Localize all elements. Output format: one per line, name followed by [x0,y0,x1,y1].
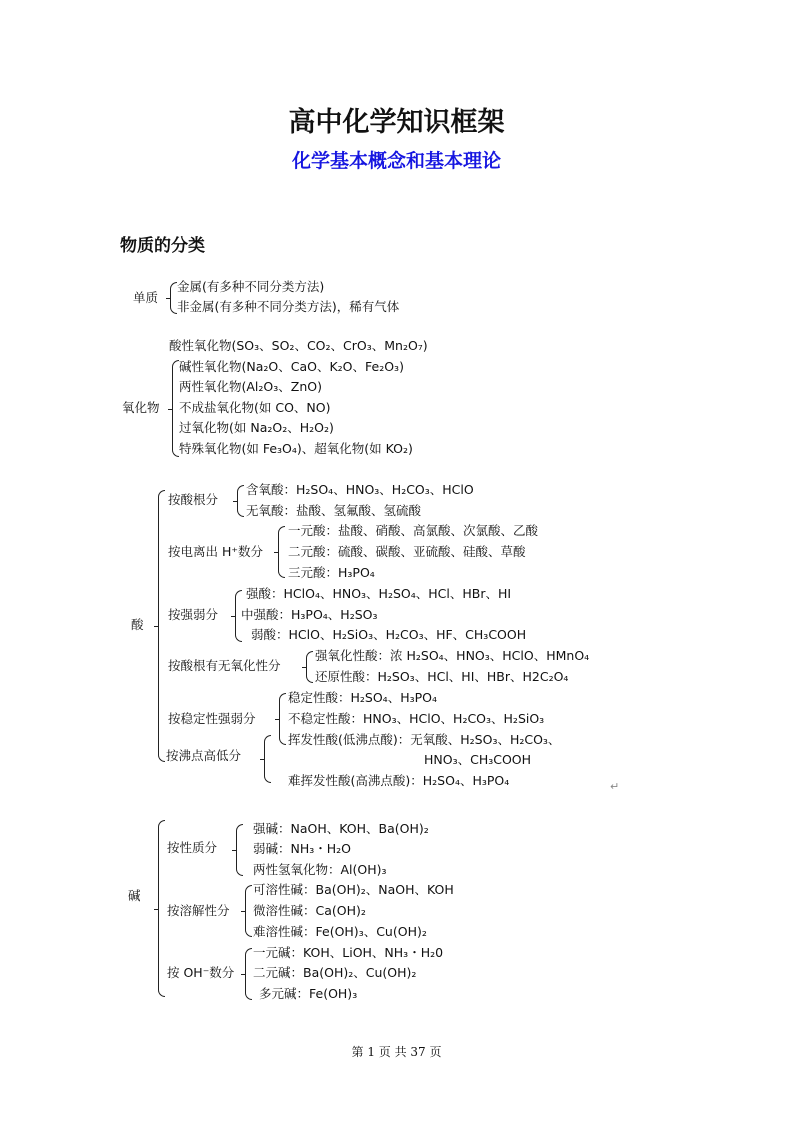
group-label: 按电离出 H⁺数分 [168,544,263,559]
list-item: 特殊氧化物(如 Fe₃O₄)、超氧化物(如 KO₂) [179,441,413,456]
group-label: 按性质分 [167,840,218,855]
list-item: 一元碱：KOH、LiOH、NH₃・H₂0 [253,945,444,960]
list-item: 还原性酸：H₂SO₃、HCl、HI、HBr、H2C₂O₄ [315,669,569,684]
group-label: 按稳定性强弱分 [168,711,256,726]
list-item: 两性氧化物(Al₂O₃、ZnO) [179,379,322,394]
brace [245,948,252,1000]
list-item: 弱碱：NH₃・H₂O [253,841,352,856]
page-subtitle: 化学基本概念和基本理论 [291,150,501,172]
list-item: 不稳定性酸：HNO₃、HClO、H₂CO₃、H₂SiO₃ [288,711,545,726]
brace [236,824,243,876]
group-label: 按 OH⁻数分 [167,965,235,980]
elements-label: 单质 [133,290,159,305]
list-item: 微溶性碱：Ca(OH)₂ [253,903,366,918]
list-item: 难溶性碱：Fe(OH)₃、Cu(OH)₂ [253,924,427,939]
brace [306,651,313,683]
brace [172,360,179,457]
oxides-label: 氧化物 [122,400,160,415]
group-label: 按溶解性分 [167,903,230,918]
brace [278,526,285,578]
list-item: 二元碱：Ba(OH)₂、Cu(OH)₂ [253,965,417,980]
page-footer: 第 1 页 共 37 页 [351,1045,442,1059]
list-item: 无氧酸：盐酸、氢氟酸、氢硫酸 [246,503,422,518]
list-item: 强酸：HClO₄、HNO₃、H₂SO₄、HCl、HBr、HI [246,586,512,601]
list-item: 强氧化性酸：浓 H₂SO₄、HNO₃、HClO、HMnO₄ [315,648,590,663]
brace [279,693,286,745]
brace [158,490,165,762]
brace [245,885,252,937]
section-heading: 物质的分类 [120,236,205,256]
list-item: HNO₃、CH₃COOH [424,752,532,767]
group-label: 按酸根分 [168,492,219,507]
list-item: 弱酸：HClO、H₂SiO₃、H₂CO₃、HF、CH₃COOH [251,627,527,642]
list-item: 一元酸：盐酸、硝酸、高氯酸、次氯酸、乙酸 [288,523,539,538]
list-item: 三元酸：H₃PO₄ [288,565,375,580]
list-item: 含氧酸：H₂SO₄、HNO₃、H₂CO₃、HClO [246,482,474,497]
group-label: 按强弱分 [168,607,219,622]
list-item: 挥发性酸(低沸点酸)：无氧酸、H₂SO₃、H₂CO₃、 [288,732,561,747]
list-item: 可溶性碱：Ba(OH)₂、NaOH、KOH [253,882,454,897]
list-item: 中强酸：H₃PO₄、H₂SO₃ [241,607,378,622]
list-item: 稳定性酸：H₂SO₄、H₃PO₄ [288,690,437,705]
list-item: 多元碱：Fe(OH)₃ [259,986,358,1001]
list-item: 二元酸：硫酸、碳酸、亚硫酸、硅酸、草酸 [288,544,526,559]
brace [158,820,165,997]
brace [237,485,244,517]
group-label: 按酸根有无氧化性分 [168,658,281,673]
acids-label: 酸 [131,617,144,632]
list-item: 金属(有多种不同分类方法) [177,279,325,294]
list-item: 酸性氧化物(SO₃、SO₂、CO₂、CrO₃、Mn₂O₇) [169,338,428,353]
list-item: 难挥发性酸(高沸点酸)：H₂SO₄、H₃PO₄ [288,773,510,788]
bases-label: 碱 [128,888,141,903]
list-item: 碱性氧化物(Na₂O、CaO、K₂O、Fe₂O₃) [179,359,404,374]
list-item: 两性氢氧化物：Al(OH)₃ [253,862,387,877]
list-item: 不成盐氧化物(如 CO、NO) [179,400,331,415]
brace [264,735,271,783]
page-title: 高中化学知识框架 [288,107,505,138]
group-label: 按沸点高低分 [166,748,242,763]
list-item: 非金属(有多种不同分类方法)，稀有气体 [177,299,400,314]
brace [170,282,177,314]
list-item: 过氧化物(如 Na₂O₂、H₂O₂) [179,420,334,435]
list-item: 强碱：NaOH、KOH、Ba(OH)₂ [253,821,429,836]
paragraph-mark: ↵ [610,780,620,793]
